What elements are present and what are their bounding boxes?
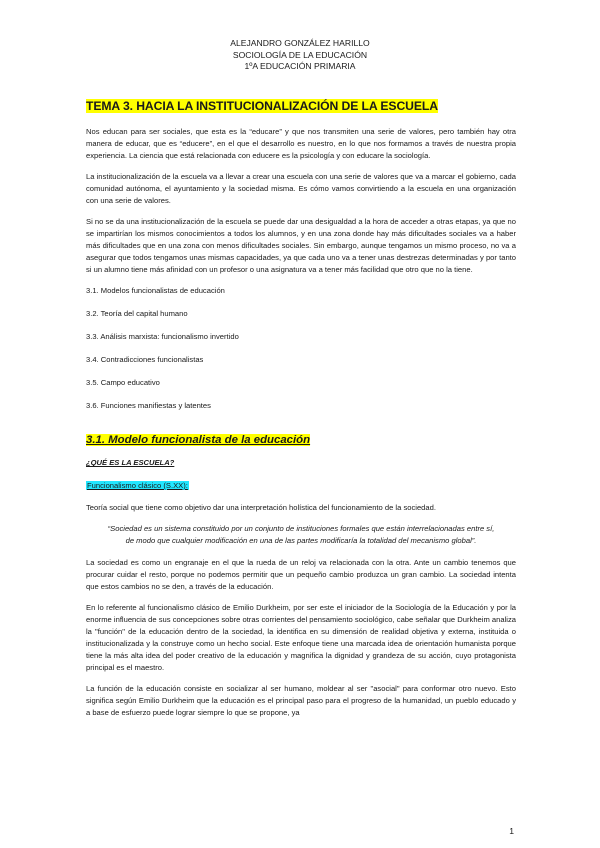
question-heading: ¿QUÉ ES LA ESCUELA? [86,458,175,467]
section-item-3-4: 3.4. Contradicciones funcionalistas [86,355,204,364]
document-body [86,98,516,728]
section-item-3-1: 3.1. Modelos funcionalistas de educación [86,286,225,295]
highlight-label: Funcionalismo clásico (S.XX): [87,481,188,490]
body-paragraph: La sociedad es como un engranaje en el que la rueda de un reloj va relacionada con la otra. Ante un cambio tenemos que procurar cuidar el resto, porque no podemos permitir que un pequeño cambio produzca un gran cambio. La sociedad intenta que estos cambios no se den, a través de la educación. [86,558,516,591]
page-number: 1 [509,826,514,836]
section-item-3-3: 3.3. Análisis marxista: funcionalismo invertido [86,332,239,341]
section-heading: 3.1. Modelo funcionalista de la educación [86,434,311,446]
quote-block: “Sociedad es un sistema constituido por un conjunto de instituciones formales que están interrelacionadas entre sí, de modo que cualquier modificación en una de las partes modificaría la totalidad del mecanismo global”. [107,524,495,545]
body-paragraph: En lo referente al funcionalismo clásico de Emilio Durkheim, por ser este el iniciador de la Sociología de la Educación y por la enorme influencia de sus concepciones sobre otras corrientes del pensamiento sociológico, cabe señalar que Durkheim analiza la "función" de la educación dentro de la sociedad, la identifica en su dimensión de realidad objetiva y externa, instituida o institucionalizada y la construye como un hecho social. Este enfoque tiene una marcada idea de orientación humanista porque tiene la más alta idea del poder creativo de la educación y magnifica la dignidad y grandeza de su acción, cuyo protagonista principal es el maestro. [86,603,516,672]
definition-paragraph: Teoría social que tiene como objetivo dar una interpretación holística del funcionamiento de la sociedad. [86,503,436,512]
section-item-3-2: 3.2. Teoría del capital humano [86,309,188,318]
intro-paragraph: Si no se da una institucionalización de la escuela se puede dar una desigualdad a la hora de acceder a otras etapas, ya que no se impartirían los mismos conocimientos a todos los alumnos, y en una zona donde hay más dificultades sociales va a haber más dificultades que en una zona con menos dificultades sociales. Sin embargo, aunque tengamos un mismo proceso, no va a asegurar que todos tengamos unas mismas capacidades, ya que cada uno va a tener unas destrezas determinadas y por tanto si un alumno tiene más afinidad con un profesor o una asignatura va a tener más facilidad que otro que no la tiene. [86,217,516,274]
section-item-3-5: 3.5. Campo educativo [86,378,160,387]
header-author: ALEJANDRO GONZÁLEZ HARILLO [230,38,370,48]
header-subject: SOCIOLOGÍA DE LA EDUCACIÓN [232,49,368,60]
intro-paragraph: La institucionalización de la escuela va a llevar a crear una escuela con una serie de valores que va a marcar el gobierno, cada comunidad autónoma, el ayuntamiento y la sociedad misma. Es cómo vamos convirtiendo a la escuela en una organización con una serie de valores. [86,172,516,205]
section-item-3-6: 3.6. Funciones manifiestas y latentes [86,401,211,410]
body-paragraph: La función de la educación consiste en socializar al ser humano, moldear al ser "asocial" para conformar otro nuevo. Esto significa según Emilio Durkheim que la educación es el principal paso para el progreso de la humanidad, un pueblo educado y a base de esfuerzo puede lograr siempre lo que se propone, ya [86,684,516,717]
intro-paragraph: Nos educan para ser sociales, que esta es la “educare” y que nos transmiten una serie de valores, pero también hay otra manera de educar, que es “educere”, en el que el desarrollo es nuestro, en lo que nos formamos a través de nuestra propia experiencia. La ciencia que está relacionada con educere es la psicología y con educare la sociología. [86,127,516,160]
page-header [0,38,600,73]
page-title: TEMA 3. HACIA LA INSTITUCIONALIZACIÓN DE LA ESCUELA [86,99,438,113]
header-course: 1ºA EDUCACIÓN PRIMARIA [244,61,356,71]
